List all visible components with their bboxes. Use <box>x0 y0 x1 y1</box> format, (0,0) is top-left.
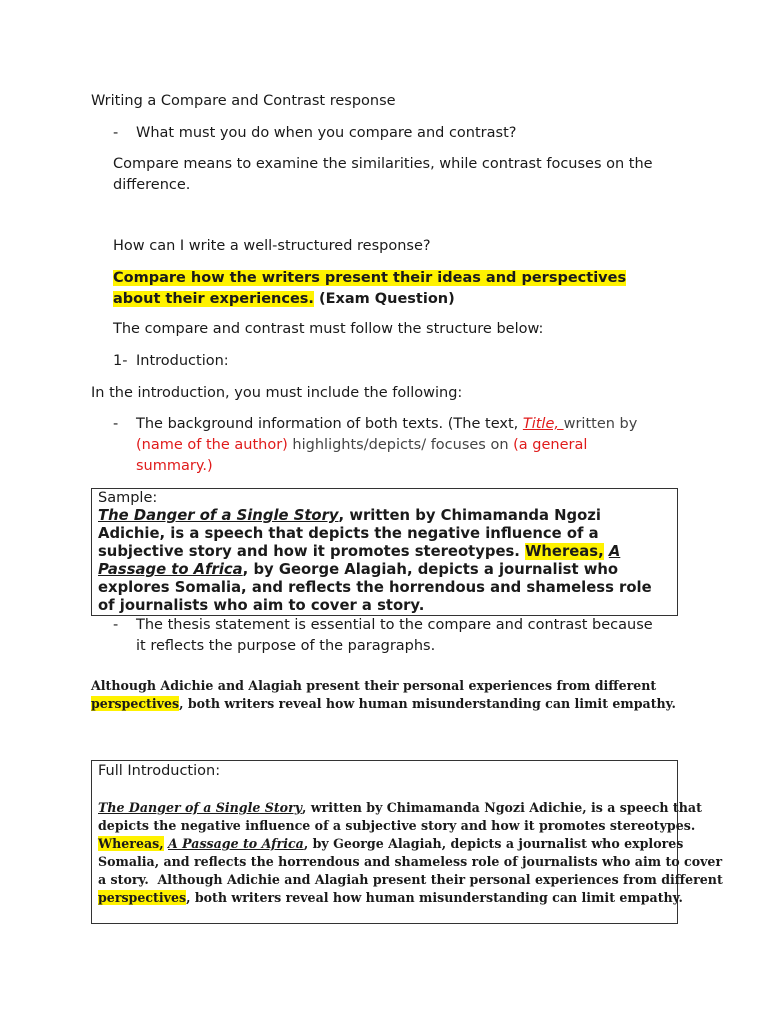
document-heading: Writing a Compare and Contrast response <box>91 93 396 109</box>
sample-line-1 <box>98 507 601 525</box>
background-info-line-1 <box>136 414 637 435</box>
bullet-dash: - <box>113 617 119 633</box>
sample-title-1: The Danger of a Single Story <box>98 507 339 524</box>
full-intro-label: Full Introduction: <box>98 763 221 779</box>
summary-placeholder: summary.) <box>136 458 213 474</box>
full-intro-whereas: Whereas, <box>98 836 164 851</box>
compare-definition-line-2: difference. <box>113 177 191 193</box>
thesis-sentence-line-2 <box>91 695 676 713</box>
exam-question-line-2 <box>113 289 455 310</box>
general-placeholder: (a general <box>513 437 588 453</box>
full-intro-line-1 <box>98 799 702 817</box>
compare-definition-line-1: Compare means to examine the similarities, while contrast focuses on the <box>113 156 653 172</box>
full-intro-line-6 <box>98 889 683 907</box>
full-intro-text: , by George Alagiah, depicts a journalist who explores <box>303 836 684 851</box>
sample-line-3 <box>98 543 620 561</box>
intro-number: 1- <box>113 353 128 369</box>
exam-question-highlight: Compare how the writers present their ideas and perspectives <box>113 270 627 286</box>
full-introduction-box <box>91 760 723 924</box>
thesis-line-1: The thesis statement is essential to the compare and contrast because <box>136 617 653 633</box>
sample-line-4 <box>98 561 618 579</box>
background-info-text: The background information of both texts. (The text, <box>136 416 523 432</box>
exam-question-highlight-2: about their experiences. <box>113 291 314 307</box>
full-intro-text: , both writers reveal how human misunderstanding can limit empathy. <box>186 890 683 905</box>
sample-whereas: Whereas, <box>525 543 604 560</box>
structure-instruction: The compare and contrast must follow the structure below: <box>113 321 544 337</box>
intro-include-line: In the introduction, you must include the following: <box>91 385 463 401</box>
thesis-line-2: it reflects the purpose of the paragraphs. <box>136 638 436 654</box>
sample-title-2-start: A <box>608 543 621 560</box>
full-intro-line-4: Somalia, and reflects the horrendous and shameless role of journalists who aim to cover <box>98 854 723 869</box>
sample-label: Sample: <box>98 490 158 506</box>
sample-line-5: explores Somalia, and reflects the horrendous and shameless role <box>98 579 652 596</box>
sample-box <box>91 488 678 616</box>
full-intro-line-3 <box>98 835 683 853</box>
sample-text: , by George Alagiah, depicts a journalist who <box>242 561 619 578</box>
written-by-text: written by <box>563 416 638 432</box>
full-intro-title-2: A Passage to Africa <box>168 836 304 851</box>
highlights-text: highlights/depicts/ focuses on <box>287 437 514 453</box>
exam-question-tag: (Exam Question) <box>313 291 455 307</box>
sample-title-2: Passage to Africa <box>98 561 243 578</box>
thesis-sentence-text: , both writers reveal how human misunderstanding can limit empathy. <box>179 696 676 711</box>
sample-text: subjective story and how it promotes stereotypes. <box>98 543 526 560</box>
background-info-line-2 <box>136 435 587 456</box>
question-structured-response: How can I write a well-structured response? <box>113 238 431 254</box>
title-placeholder: Title, <box>522 416 564 432</box>
intro-label: Introduction: <box>136 353 229 369</box>
question-compare-contrast: What must you do when you compare and contrast? <box>136 125 517 141</box>
bullet-dash: - <box>113 416 119 432</box>
sample-line-2: Adichie, is a speech that depicts the negative influence of a <box>98 525 599 542</box>
sample-line-6: of journalists who aim to cover a story. <box>98 597 425 614</box>
full-intro-title-1: The Danger of a Single Story <box>98 800 303 815</box>
full-intro-perspectives-highlight: perspectives <box>98 890 187 905</box>
author-placeholder: (name of the author) <box>136 437 288 453</box>
exam-question-line-1 <box>113 268 626 289</box>
full-intro-line-5: a story. Although Adichie and Alagiah present their personal experiences from different <box>98 872 723 887</box>
full-intro-text: , written by Chimamanda Ngozi Adichie, is a speech that <box>302 800 702 815</box>
thesis-perspectives-highlight: perspectives <box>91 696 180 711</box>
bullet-dash: - <box>113 125 119 141</box>
full-intro-line-2: depicts the negative influence of a subjective story and how it promotes stereotypes. <box>98 818 696 833</box>
thesis-sentence-line-1: Although Adichie and Alagiah present their personal experiences from different <box>91 678 657 693</box>
sample-text: , written by Chimamanda Ngozi <box>338 507 601 524</box>
